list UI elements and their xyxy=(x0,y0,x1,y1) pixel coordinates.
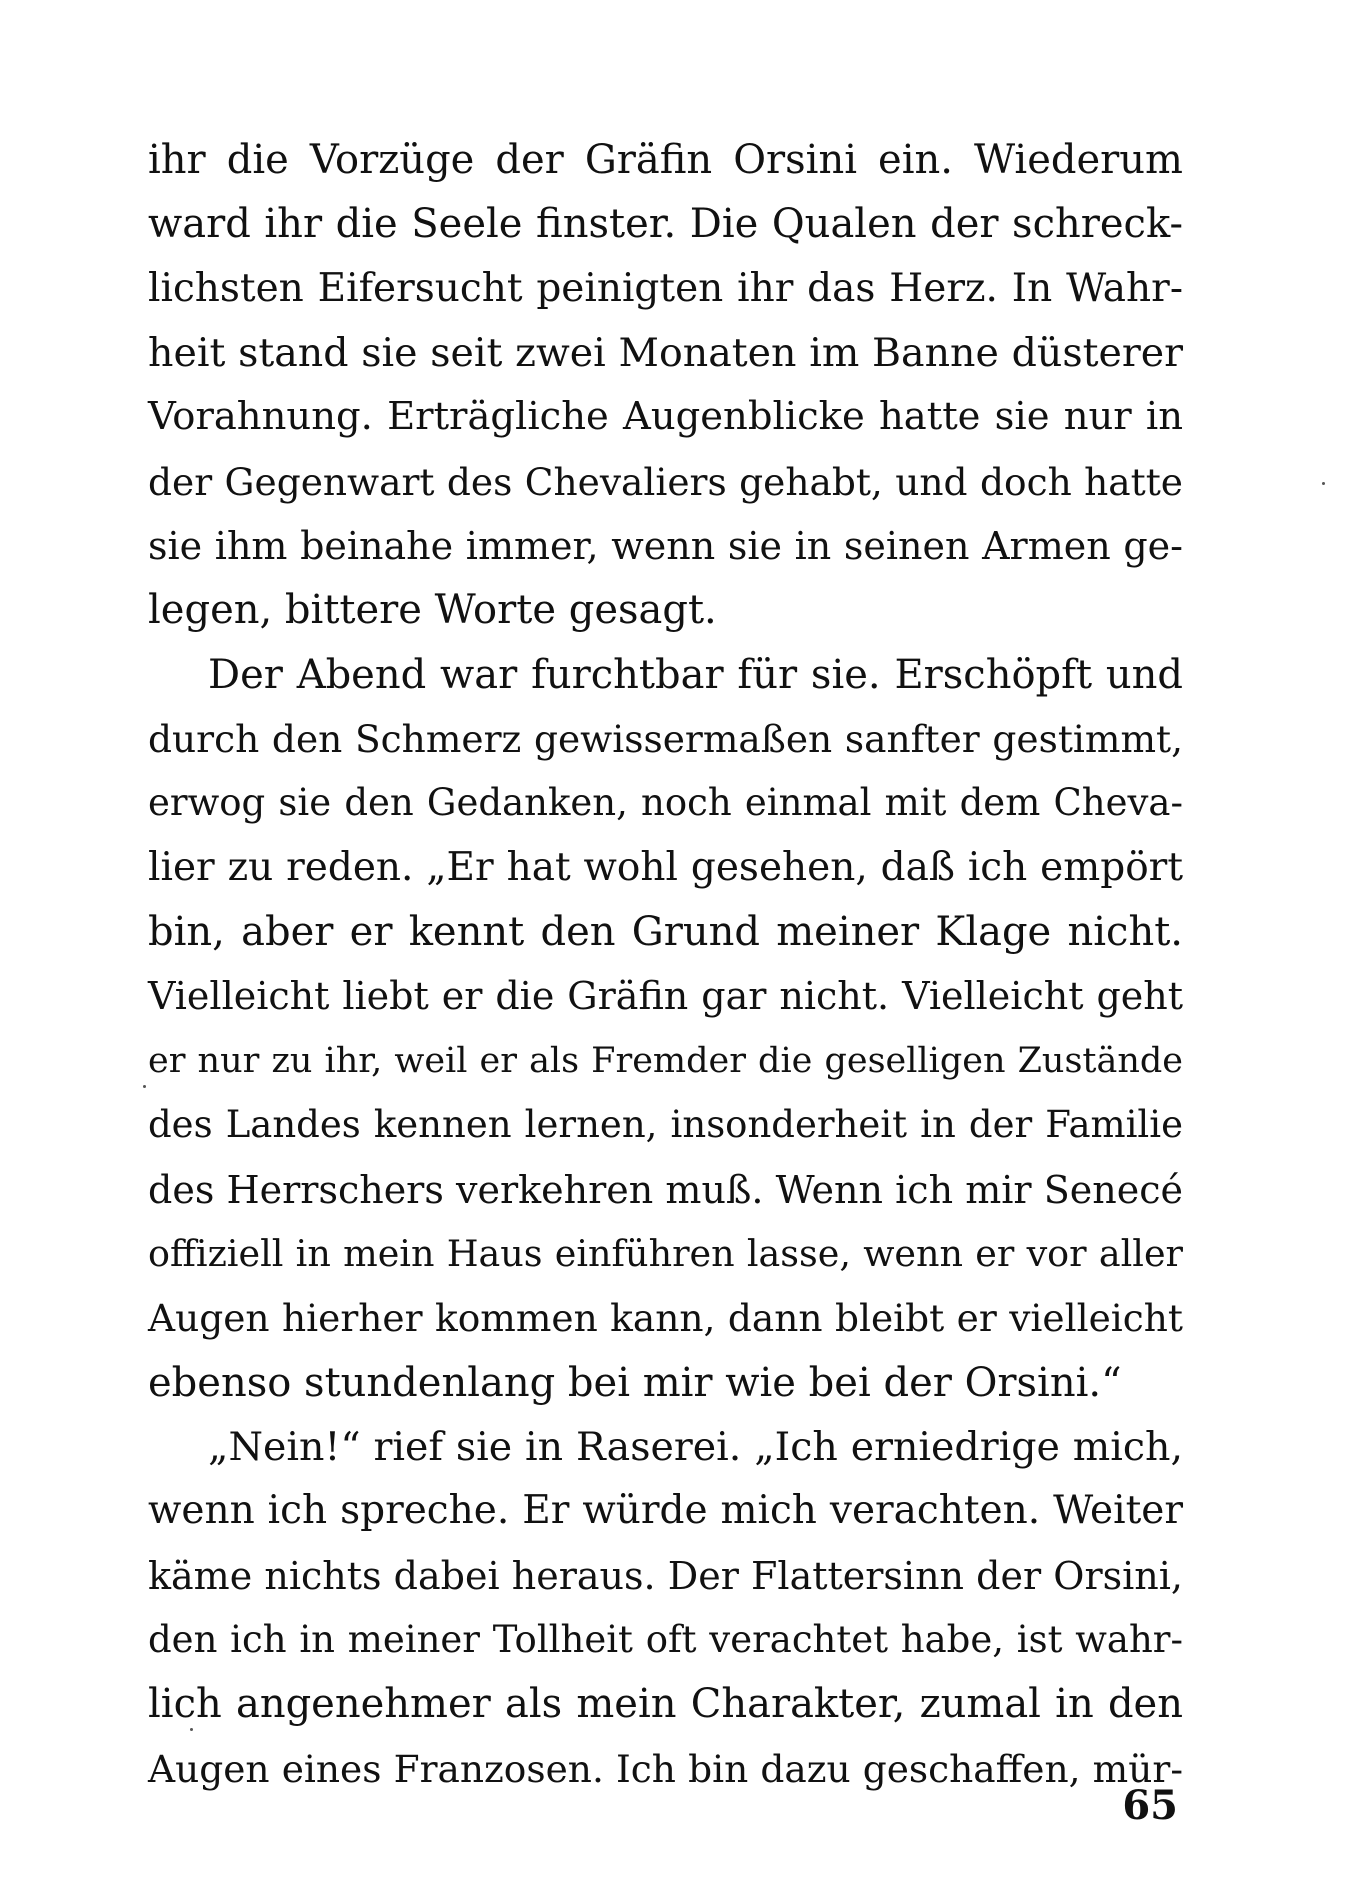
scan-speck xyxy=(190,1728,193,1731)
page-number: 65 xyxy=(1122,1782,1178,1829)
text-line: Vorahnung. Erträgliche Augenblicke hatte sie nur in xyxy=(148,394,1183,440)
text-line: Vielleicht liebt er die Gräfin gar nicht. Vielleicht geht xyxy=(148,974,1183,1019)
scan-speck xyxy=(1322,482,1325,485)
text-line: des Herrschers verkehren muß. Wenn ich mir Senecé xyxy=(148,1167,1183,1212)
text-line: wenn ich spreche. Er würde mich verachten. Weiter xyxy=(148,1488,1183,1534)
text-line: „Nein!“ rief sie in Raserei. „Ich erniedrige mich, xyxy=(208,1423,1183,1470)
text-line: lich angenehmer als mein Charakter, zumal in den xyxy=(148,1681,1183,1728)
text-line: ihr die Vorzüge der Gräfin Orsini ein. Wiederum xyxy=(148,137,1183,183)
text-line: des Landes kennen lernen, insonderheit in der Familie xyxy=(148,1103,1183,1147)
text-line: Der Abend war furchtbar für sie. Erschöpft und xyxy=(208,651,1183,698)
body-text xyxy=(148,128,1183,1801)
text-line: den ich in meiner Tollheit oft verachtet habe, ist wahr- xyxy=(148,1617,1183,1661)
scan-speck xyxy=(143,1085,146,1088)
text-line: Augen eines Franzosen. Ich bin dazu geschaffen, mür- xyxy=(148,1746,1183,1791)
text-line: bin, aber er kennt den Grund meiner Klage nicht. xyxy=(148,909,1183,956)
text-line: erwog sie den Gedanken, noch einmal mit dem Cheva- xyxy=(148,781,1183,825)
text-line: heit stand sie seit zwei Monaten im Banne düsterer xyxy=(148,330,1183,377)
text-line: durch den Schmerz gewissermaßen sanfter gestimmt, xyxy=(148,717,1183,762)
text-line: er nur zu ihr, weil er als Fremder die geselligen Zustände xyxy=(148,1040,1183,1081)
text-line: ebenso stundenlang bei mir wie bei der Orsini.“ xyxy=(148,1359,1122,1406)
text-line: Augen hierher kommen kann, dann bleibt er vielleicht xyxy=(148,1296,1183,1341)
text-line: offiziell in mein Haus einführen lasse, wenn er vor aller xyxy=(148,1231,1183,1275)
text-line: lichsten Eifersucht peinigten ihr das Herz. In Wahr- xyxy=(148,265,1183,311)
text-line: legen, bittere Worte gesagt. xyxy=(148,587,717,634)
text-line: der Gegenwart des Chevaliers gehabt, und doch hatte xyxy=(148,459,1183,504)
text-line: käme nichts dabei heraus. Der Flattersinn der Orsini, xyxy=(148,1553,1183,1598)
text-line: lier zu reden. „Er hat wohl gesehen, daß ich empört xyxy=(148,844,1183,890)
text-line: sie ihm beinahe immer, wenn sie in seinen Armen ge- xyxy=(148,524,1183,569)
text-line: ward ihr die Seele finster. Die Qualen der schreck- xyxy=(148,201,1183,248)
